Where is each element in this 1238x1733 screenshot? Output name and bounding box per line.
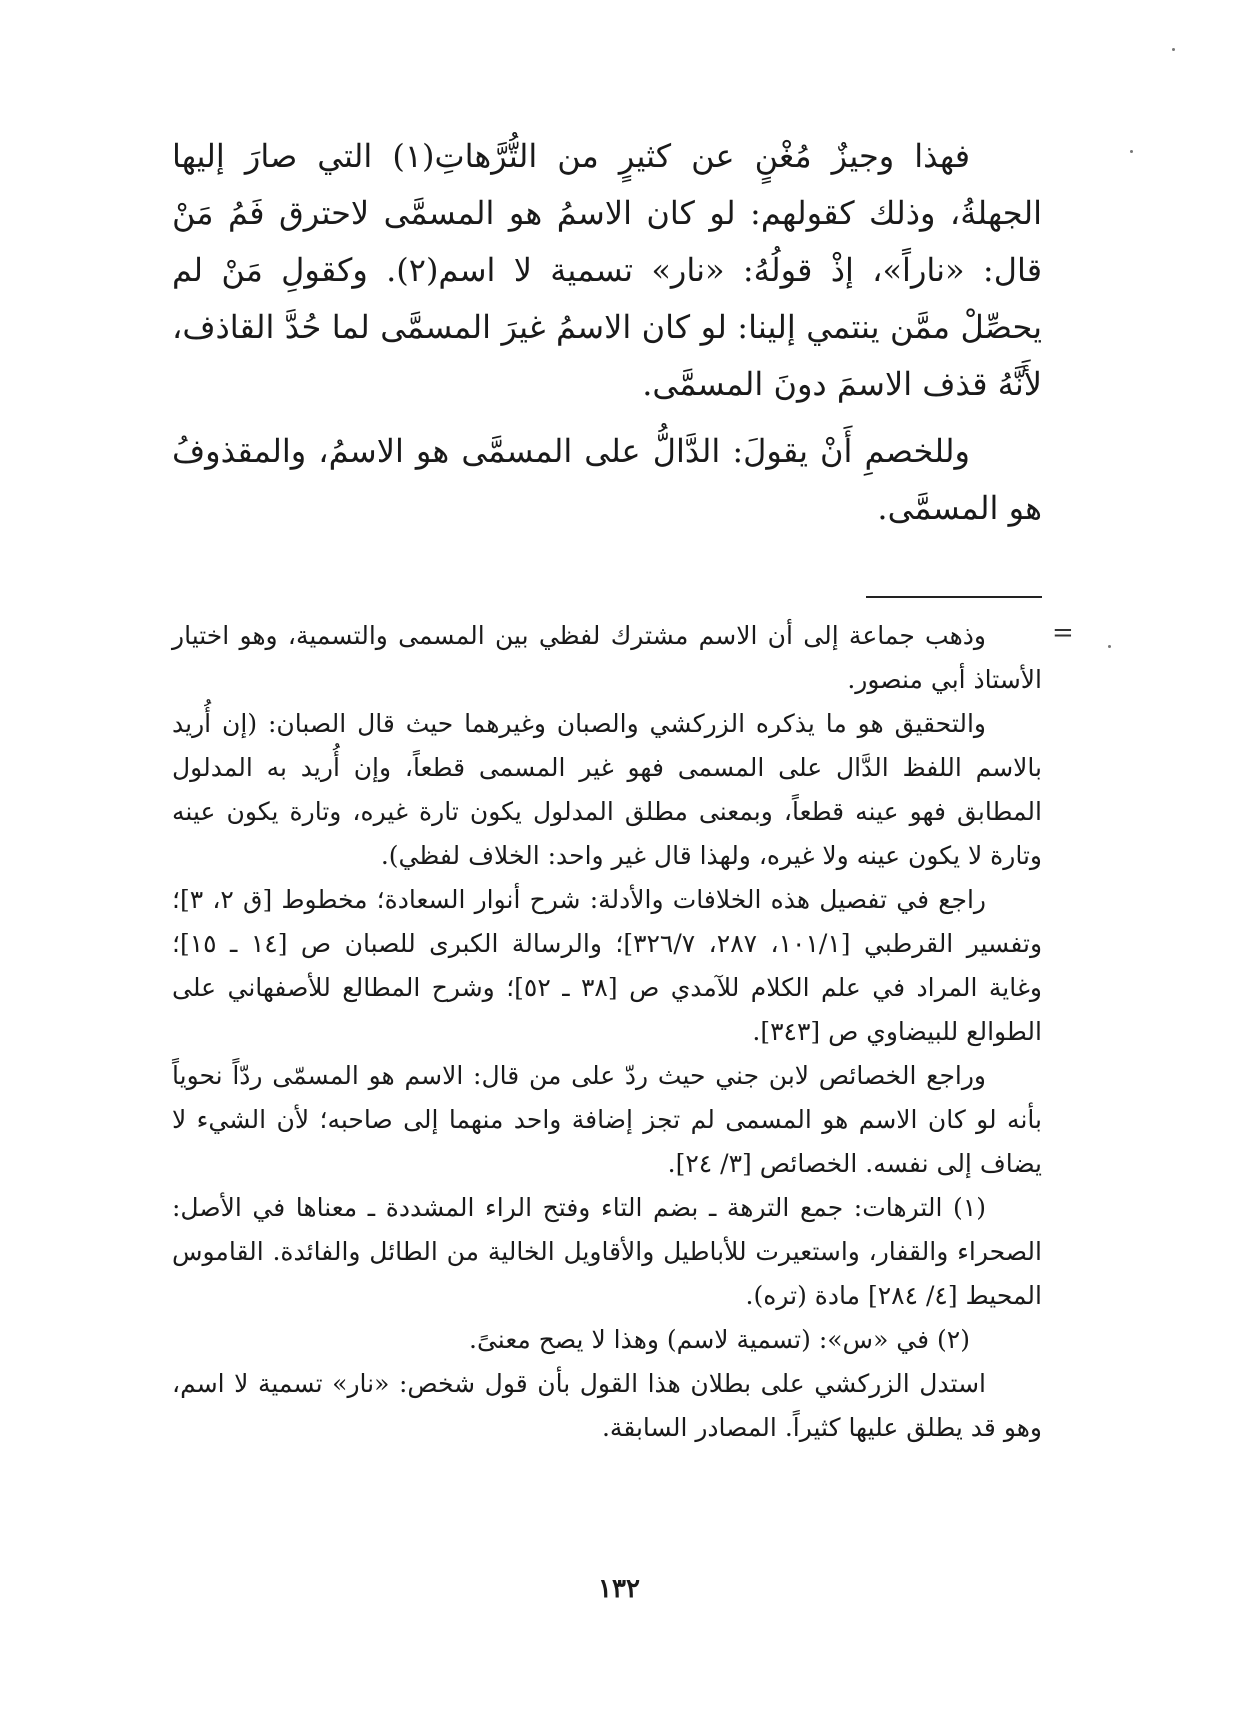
scan-speck: [1130, 150, 1133, 153]
scan-speck: [1108, 645, 1111, 648]
footnotes: [172, 614, 1042, 1450]
footnote: وراجع الخصائص لابن جني حيث ردّ على من قال: الاسم هو المسمّى ردّاً نحوياً بأنه لو كان الاسم هو المسمى لم تجز إضافة واحد منهما إلى صاحبه؛ لأن الشيء لا يضاف إلى نفسه. الخصائص [٣/ ٢٤].: [172, 1061, 1042, 1178]
scan-speck: [1172, 48, 1175, 51]
footnote-separator: [866, 596, 1042, 598]
page-number: ١٣٢: [598, 1574, 640, 1604]
footnote: (١) الترهات: جمع الترهة ـ بضم التاء وفتح الراء المشددة ـ معناها في الأصل: الصحراء والقفار، واستعيرت للأباطيل والأقاويل الخالية من الطائل والفائدة. القاموس المحيط [٤/ ٢٨٤] مادة (تره).: [172, 1193, 1042, 1310]
footnote: استدل الزركشي على بطلان هذا القول بأن قول شخص: «نار» تسمية لا اسم، وهو قد يطلق عليها كثيراً. المصادر السابقة.: [172, 1369, 1042, 1442]
main-text: [172, 128, 1042, 537]
footnote: راجع في تفصيل هذه الخلافات والأدلة: شرح أنوار السعادة؛ مخطوط [ق ٢، ٣]؛ وتفسير القرطبي [١٠١/١، ٢٨٧، ٣٢٦/٧]؛ والرسالة الكبرى للصبان ص [١٤ ـ ١٥]؛ وغاية المراد في علم الكلام للآمدي ص [٣٨ ـ ٥٢]؛ وشرح المطالع للأصفهاني على الطوالع للبيضاوي ص [٣٤٣].: [172, 885, 1043, 1046]
footnote: وذهب جماعة إلى أن الاسم مشترك لفظي بين المسمى والتسمية، وهو اختيار الأستاذ أبي منصور.: [172, 621, 1042, 694]
main-paragraph: فهذا وجيزٌ مُغْنٍ عن كثيرٍ من التُّرَّهاتِ(١) التي صارَ إليها الجهلةُ، وذلك كقولهم: لو كان الاسمُ هو المسمَّى لاحترق فَمُ مَنْ قال: «ناراً»، إذْ قولُهُ: «نار» تسمية لا اسم(٢). وكقولِ مَنْ لم يحصِّلْ ممَّن ينتمي إلينا: لو كان الاسمُ غيرَ المسمَّى لما حُدَّ القاذف، لأَنَّهُ قذف الاسمَ دونَ المسمَّى.: [172, 137, 1043, 403]
main-paragraph: وللخصمِ أَنْ يقولَ: الدَّالُّ على المسمَّى هو الاسمُ، والمقذوفُ هو المسمَّى.: [172, 432, 1042, 527]
footnote: (٢) في «س»: (تسمية لاسم) وهذا لا يصح معنىً.: [469, 1325, 970, 1354]
continuation-mark: =: [1052, 618, 1074, 648]
footnote: والتحقيق هو ما يذكره الزركشي والصبان وغيرهما حيث قال الصبان: (إن أُريد بالاسم اللفظ الدَّال على المسمى فهو غير المسمى قطعاً، وإن أُريد به المدلول المطابق فهو عينه قطعاً، وبمعنى مطلق المدلول يكون تارة غيره، وتارة يكون عينه وتارة لا يكون عينه ولا غيره، ولهذا قال غير واحد: الخلاف لفظي).: [172, 709, 1042, 870]
